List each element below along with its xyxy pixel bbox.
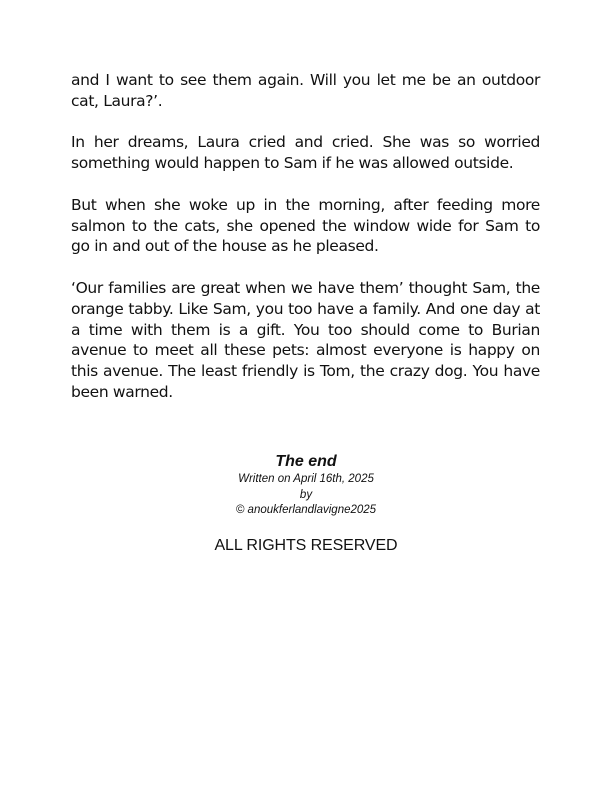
ending-block: [0, 452, 612, 556]
by-line: by: [299, 488, 313, 501]
written-date: Written on April 16th, 2025: [238, 473, 374, 485]
paragraph-3: But when she woke up in the morning, after feeding more salmon to the cats, she opened the window wide for Sam to go in and out of the house as he pleased.: [71, 195, 540, 256]
paragraph-2: In her dreams, Laura cried and cried. She was so worried something would happen to Sam if he was allowed outside.: [71, 133, 540, 173]
paragraph-4: ‘Our families are great when we have them’ thought Sam, the orange tabby. Like Sam, you too have a family. And one day at a time with them is a gift. You too should come to Burian avenue to meet all these pets: almost everyone is happy on this avenue. The least friendly is Tom, the crazy dog. You have been warned.: [71, 278, 540, 401]
story-text: [71, 70, 540, 403]
copyright-line: © anoukferlandlavigne2025: [235, 504, 377, 516]
the-end-title: The end: [275, 453, 337, 470]
paragraph-1: and I want to see them again. Will you let me be an outdoor cat, Laura?’.: [71, 71, 540, 110]
rights-reserved: ALL RIGHTS RESERVED: [214, 536, 398, 554]
